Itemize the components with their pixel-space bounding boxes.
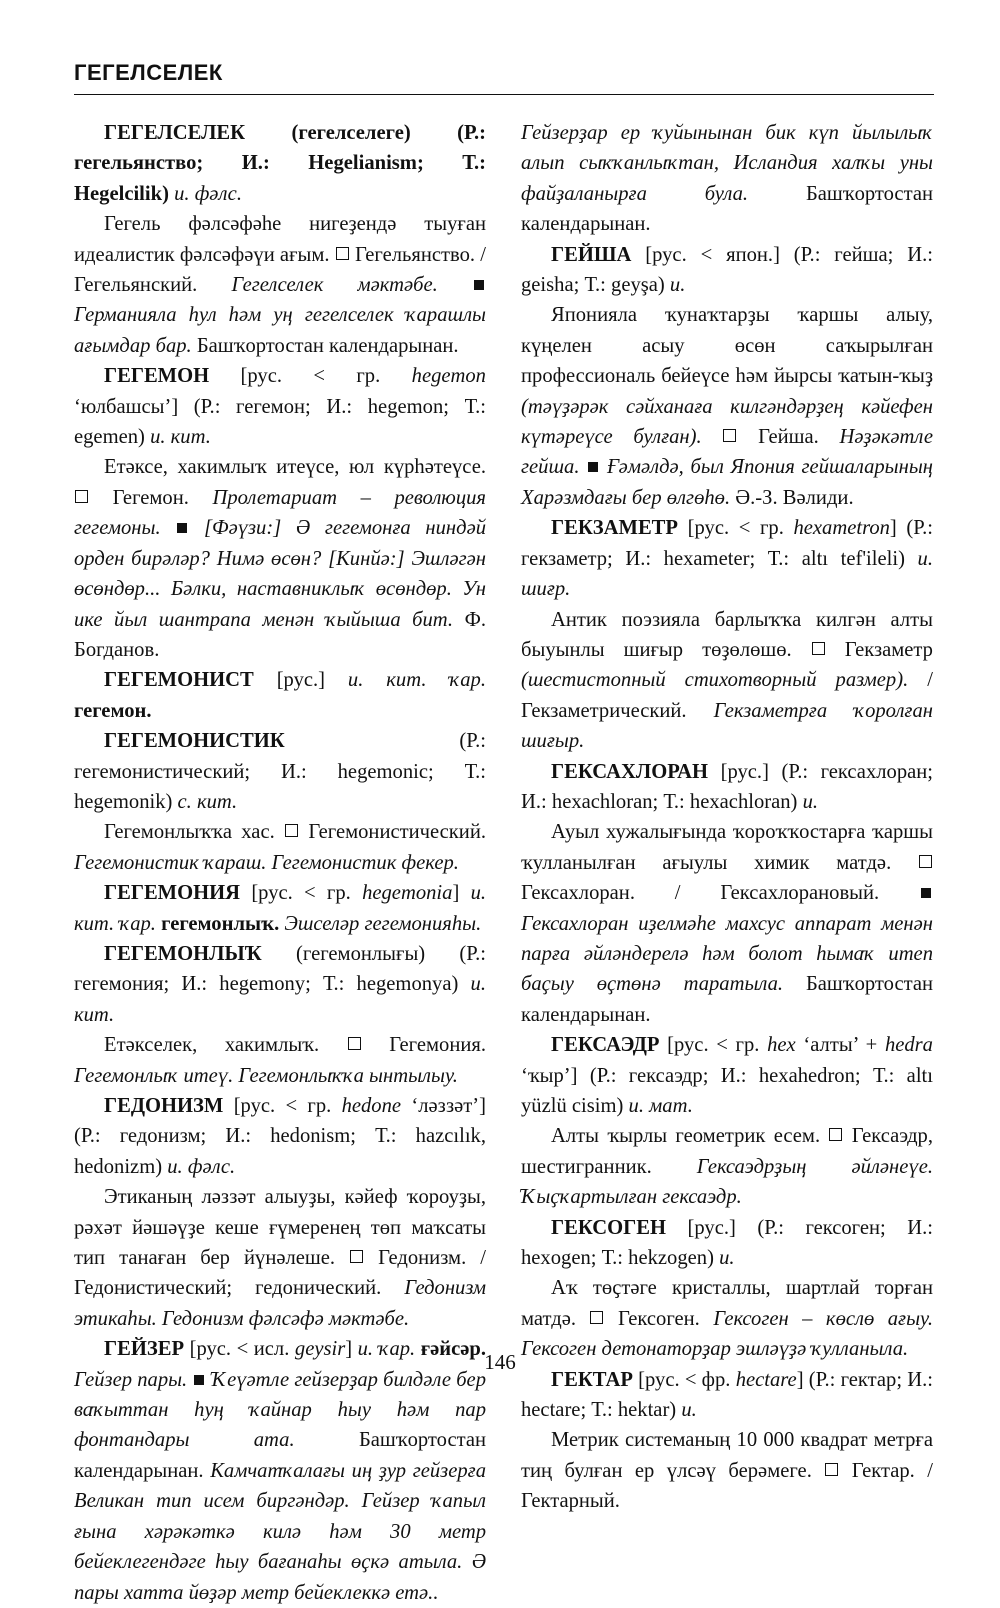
entry-definition: Гегемонлыҡҡа хас. Гегемонистический. Гегемонистик ҡараш. Гегемонистик фекер.: [74, 821, 486, 874]
entry-definition: Ауыл хужалығында ҡороҡҡостарға ҡаршы ҡулланылған ағыулы химик матдә. Гексахлоран. / Гексахлорановый. Гексахлоран иҙелмәһе махсус аппарат менән парға әйләндерелә һәм болот һымаҡ итеп баҫыу өҫтөнә таратыла. Башҡортостан календарынан.: [521, 821, 934, 1026]
headword: ГЕГЕМОНИСТИК: [104, 730, 285, 753]
dictionary-entry: ГЕГЕМОНЛЫҠ (гегемонлығы) (Р.: гегемония; И.: hegemony; Т.: hegemonya) и. кит.: [74, 942, 486, 1026]
square-outline-icon: [812, 642, 825, 655]
dictionary-entry: ГЕГЕМОНИСТ [рус.] и. кит. ҡар. гегемон.: [74, 669, 486, 722]
left-column: [74, 118, 486, 1608]
page-title: ГЕГЕЛСЕЛЕК: [74, 60, 223, 85]
entry-definition: Етәкселек, хакимлыҡ. Гегемония. Гегемонлыҡ итеү. Гегемонлыҡҡа ынтылыу.: [74, 1034, 486, 1087]
headword: ГЕКСАЭДР: [551, 1034, 660, 1057]
headword: ГЕГЕМОНИЯ: [104, 882, 241, 905]
dictionary-entry: ГЕДОНИЗМ [рус. < гр. hedone ‘ләззәт’] (Р.: гедонизм; И.: hedonism; Т.: hazcılık, hedonizm) и. фәлс.: [74, 1095, 487, 1178]
square-outline-icon: [285, 824, 298, 837]
square-filled-icon: [588, 462, 598, 472]
headword: ГЕКЗАМЕТР: [551, 517, 679, 540]
entry-definition: Гегель фәлсәфәһе нигеҙендә тыуған идеалистик фәлсәфәүи ағым. Гегельянство. / Гегельянский. Гегелселек мәктәбе. Германияла һул һәм уң гегелселек ҡарашлы ағымдар бар. Башҡортостан календарынан.: [74, 213, 486, 357]
dictionary-entry: ГЕГЕМОНИЯ [рус. < гр. hegemonia] и. кит. ҡар. гегемонлыҡ. Эшселәр гегемонияһы.: [74, 882, 487, 935]
dictionary-entry: ГЕКЗАМЕТР [рус. < гр. hexametron] (Р.: гекзаметр; И.: hexameter; Т.: altı tef'ileli) и. шиғр.: [521, 517, 933, 601]
headword: ГЕКТАР: [551, 1368, 633, 1391]
right-column: [521, 118, 933, 1517]
headword: ГЕГЕЛСЕЛЕК: [104, 122, 246, 144]
square-outline-icon: [336, 247, 349, 260]
entry-definition: Метрик системаның 10 000 квадрат метрға тиң булған ер үлсәү берәмеге. Гектар. / Гектарный.: [521, 1429, 934, 1513]
dictionary-entry: ГЕГЕМОН [рус. < гр. hegemon ‘юлбашсы’] (Р.: гегемон; И.: hegemon; Т.: egemen) и. кит.: [74, 365, 486, 449]
square-outline-icon: [75, 490, 88, 503]
entry-definition: Аҡ төҫтәге кристаллы, шартлай торған матдә. Гексоген. Гексоген – көслө ағыу. Гексоген детонаторҙар эшләүҙә ҡулланыла.: [521, 1277, 934, 1361]
square-filled-icon: [194, 1375, 204, 1385]
dictionary-entry: ГЕКСОГЕН [рус.] (Р.: гексоген; И.: hexogen; Т.: hekzogen) и.: [521, 1216, 933, 1270]
headword: ГЕКСОГЕН: [551, 1216, 667, 1239]
entry-definition: Антик поэзияла барлыҡҡа килгән алты быуынлы шиғыр төҙөлөшө. Гекзаметр (шестистопный стихотворный размер). / Гекзаметрический. Гекзаметрға ҡоролған шиғыр.: [521, 608, 933, 753]
square-outline-icon: [590, 1311, 603, 1324]
headword: ГЕГЕМОН: [104, 365, 210, 388]
entry-definition: Японияла ҡунаҡтарҙы ҡаршы алыу, күңелен асыу өсөн саҡырылған профессиональ бейеүсе һәм йырсы ҡатын-ҡыҙ (тәүҙәрәк сәйханаға килгәндәрҙең кәйефен күтәреүсе булған). Гейша. Нәҙәкәтле гейша. Ғәмәлдә, был Япония гейшаларының Харәзмдағы бер өлгөһө. Ә.-З. Вәлиди.: [521, 304, 934, 509]
dictionary-entry: ГЕКСАЭДР [рус. < гр. hex ‘алты’ + hedra ‘ҡыр’] (Р.: гексаэдр; И.: hexahedron; Т.: altı yüzlü cisim) и. мат.: [521, 1034, 933, 1117]
square-outline-icon: [348, 1037, 361, 1050]
headword: ГЕЙЗЕР: [104, 1338, 185, 1361]
headword: ГЕЙША: [551, 243, 632, 266]
entry-definition: Этиканың ләззәт алыуҙы, кәйеф ҡороуҙы, рәхәт йәшәүҙе кеше ғүмеренең төп маҡсаты тип танаған бер йүнәлеше. Гедонизм. / Гедонистический; гедонический. Гедонизм этикаһы. Гедонизм фәлсәфә мәктәбе.: [74, 1186, 486, 1330]
dictionary-entry: ГЕГЕЛСЕЛЕК (гегелселеге) (Р.: гегельянство; И.: Hegelianism; Т.: Hegelcilik) и. фәлс.: [74, 122, 486, 205]
header-rule: [74, 94, 934, 95]
square-filled-icon: [177, 523, 187, 533]
headword: ГЕГЕМОНЛЫҠ: [104, 942, 262, 965]
square-outline-icon: [829, 1128, 842, 1141]
headword: ГЕДОНИЗМ: [104, 1095, 224, 1117]
dictionary-entry: ГЕКТАР [рус. < фр. hectare] (Р.: гектар; И.: hectare; Т.: hektar) и.: [521, 1368, 933, 1422]
square-outline-icon: [723, 429, 736, 442]
headword: ГЕКСАХЛОРАН: [551, 760, 709, 783]
square-filled-icon: [921, 888, 931, 898]
square-outline-icon: [350, 1250, 363, 1263]
page-number: 146: [484, 1350, 516, 1374]
entry-definition: Етәксе, хакимлыҡ итеүсе, юл күрһәтеүсе. Гегемон. Пролетариат – революция гегемоны. [Фәүзи:] Ә гегемонға ниндәй орден бирәләр? Нимә өсөн? [Кинйә:] Эшләгән өсөндөр... Бәлки, наставниклыҡ өсөндөр. Ун ике йыл шантрапа менән ҡыйыша бит. Ф. Богданов.: [74, 456, 487, 661]
dictionary-entry: ГЕКСАХЛОРАН [рус.] (Р.: гексахлоран; И.: hexachloran; Т.: hexachloran) и.: [521, 760, 933, 813]
dictionary-entry: ГЕГЕМОНИСТИК (Р.: гегемонистический; И.: hegemonic; Т.: hegemonik) с. кит.: [74, 730, 486, 813]
entry-continuation: Гейзерҙар ер ҡуйынынан бик күп йылылыҡ алып сыҡҡанлыҡтан, Исландия халҡы уны файҙаланырға була. Башҡортостан календарынан.: [521, 122, 933, 236]
entry-definition: Алты ҡырлы геометрик есем. Гексаэдр, шестигранник. Гексаэдрҙың әйләнеүе. Ҡыҫҡартылған гексаэдр.: [521, 1125, 933, 1209]
square-outline-icon: [919, 855, 932, 868]
dictionary-entry: ГЕЙЗЕР [рус. < исл. geysir] и. ҡар. ғәйсәр. Гейзер пары. Ҡеүәтле гейзерҙар билдәле бер ваҡыттан һуң ҡайнар һыу һәм пар фонтандары ата. Башҡортостан календарынан. Камчатҡалағы иң ҙур гейзерға Великан тип исем биргәндәр. Гейзер ҡапыл ғына хәрәкәткә килә һәм 30 метр бейеклегендәге һыу бағанаһы өҫкә атыла. Ә пары хатта йөҙәр метр бейеклеккә етә..: [74, 1338, 487, 1604]
square-outline-icon: [825, 1463, 838, 1476]
dictionary-entry: ГЕЙША [рус. < япон.] (Р.: гейша; И.: geisha; Т.: geyşa) и.: [521, 243, 933, 297]
running-header: [74, 60, 934, 86]
square-filled-icon: [474, 280, 484, 290]
headword: ГЕГЕМОНИСТ: [104, 669, 254, 692]
